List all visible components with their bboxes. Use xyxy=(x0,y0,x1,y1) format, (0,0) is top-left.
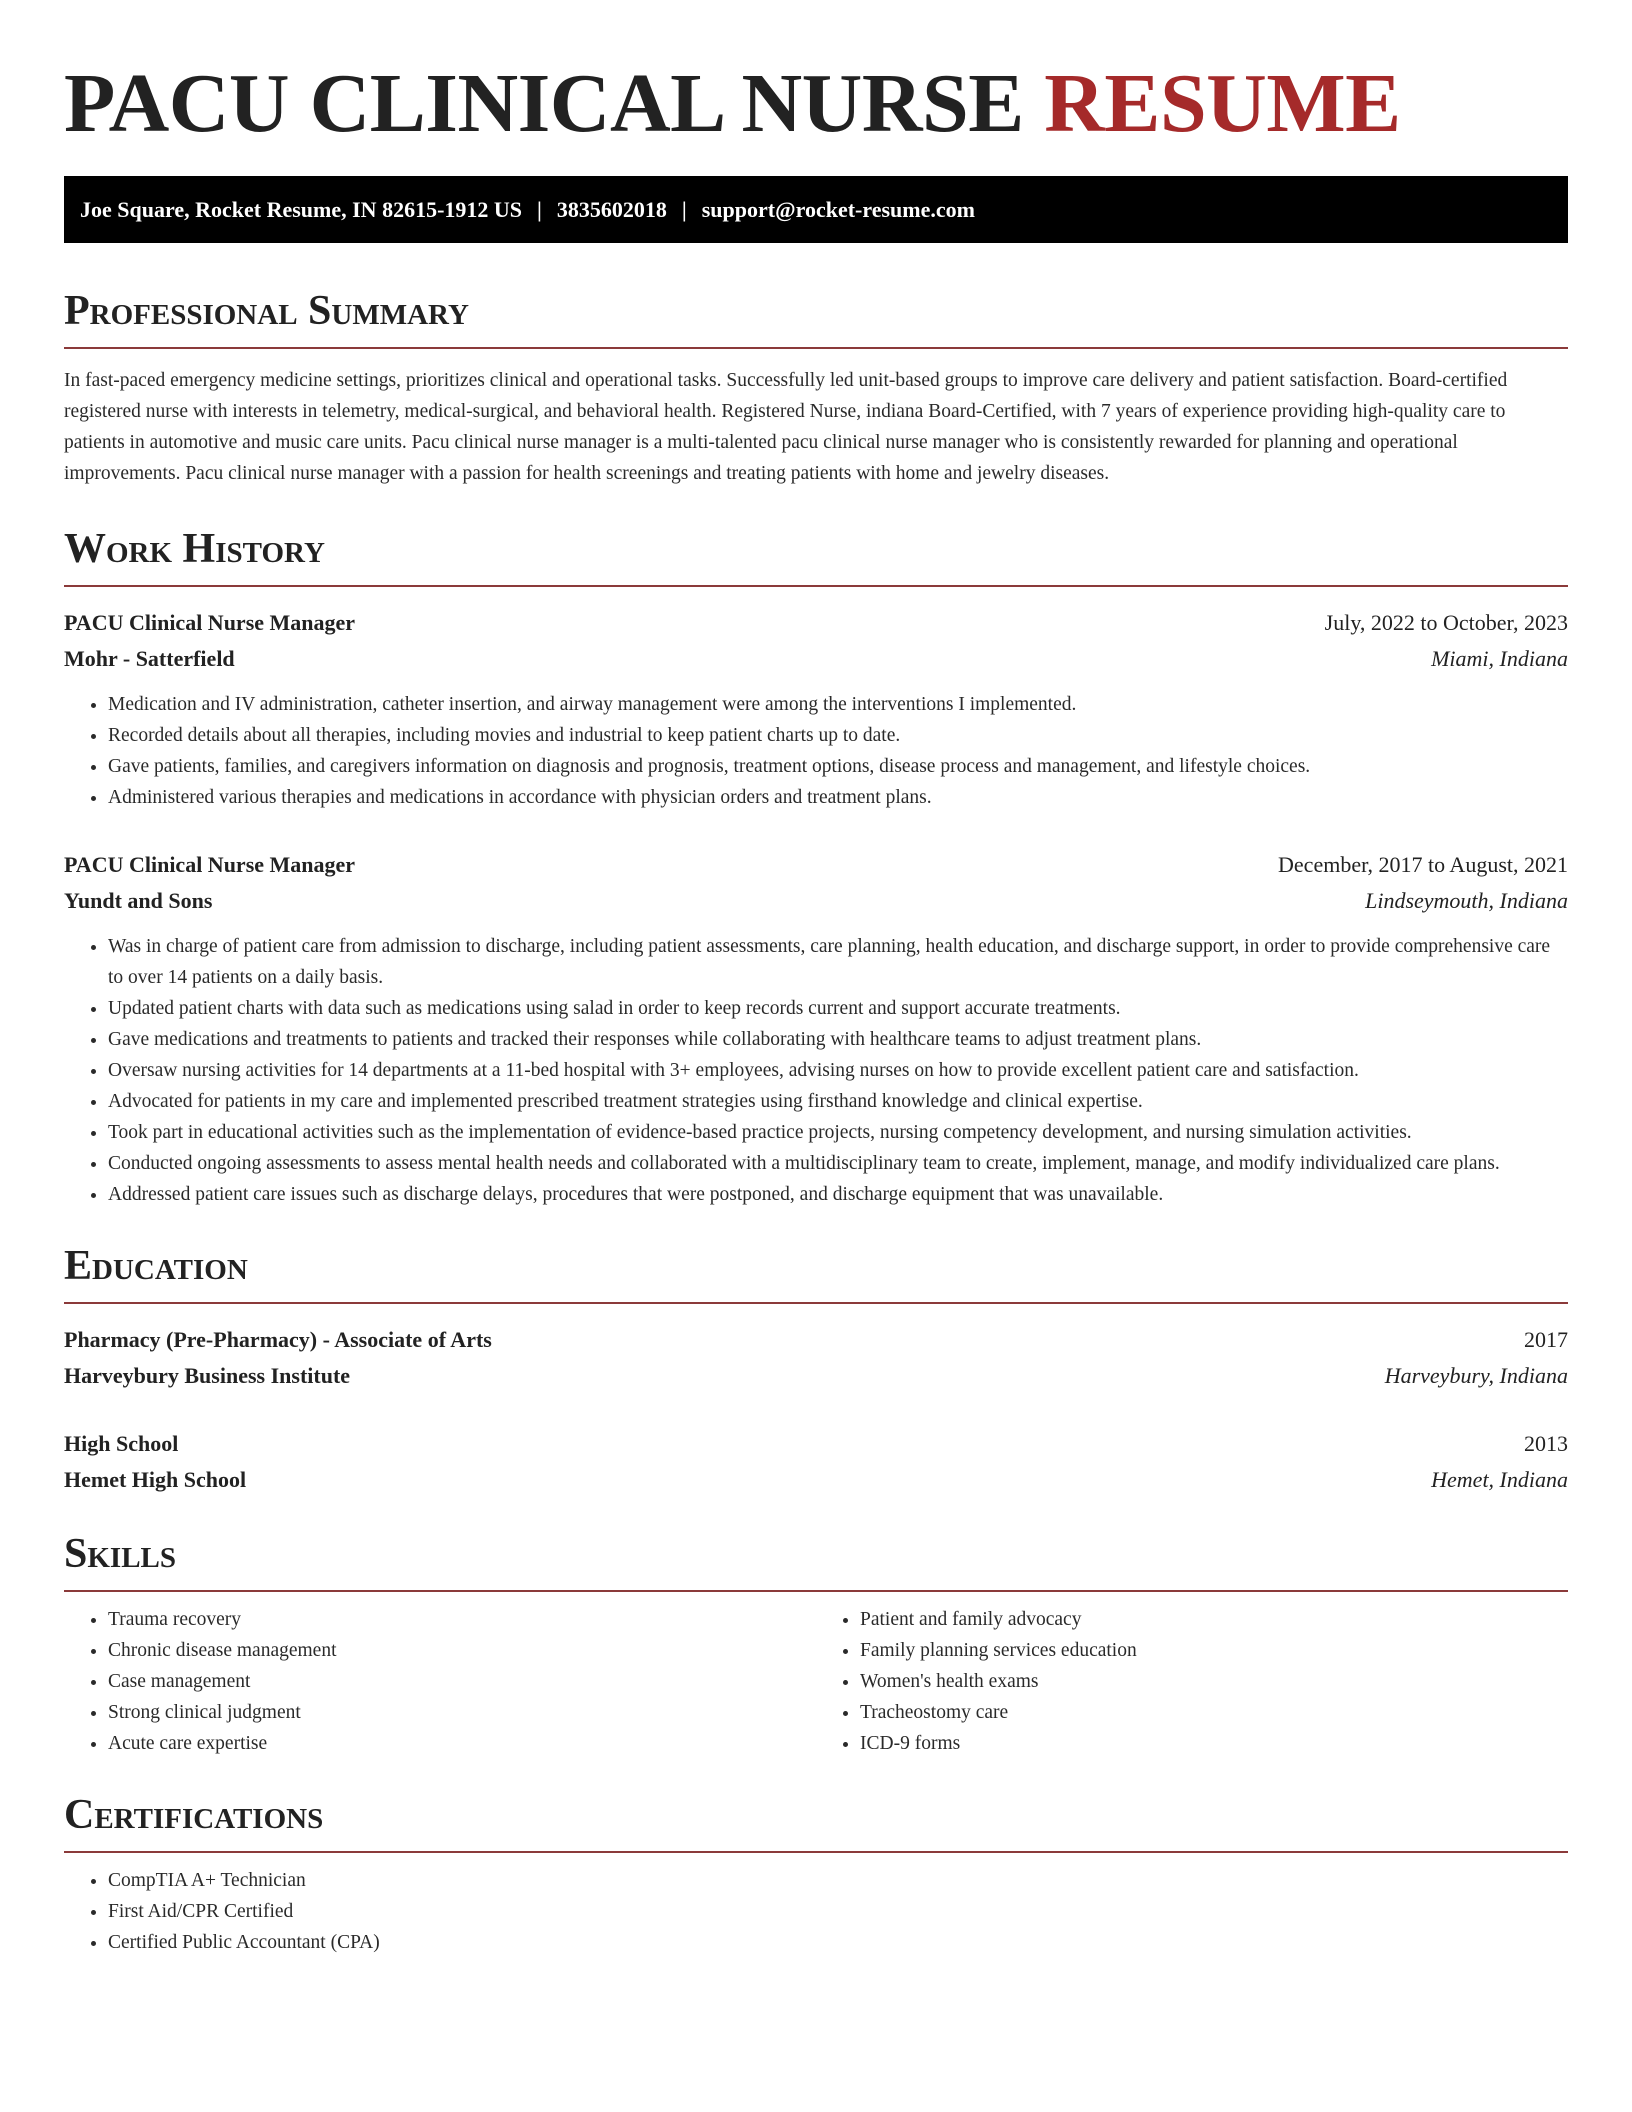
section-heading: Education xyxy=(64,1240,1568,1304)
job-title: PACU Clinical Nurse Manager xyxy=(64,852,356,877)
education-location: Hemet, Indiana xyxy=(1431,1467,1568,1492)
list-item: • Acute care expertise xyxy=(108,1728,816,1759)
list-item: • Gave medications and treatments to patients and tracked their responses while collaborating with healthcare teams to adjust treatment plans. xyxy=(108,1024,1568,1055)
list-item: • Updated patient charts with data such as medications using salad in order to keep records current and support accurate treatments. xyxy=(108,993,1568,1024)
job-company-row xyxy=(64,883,1568,919)
job-entry xyxy=(64,847,1568,1210)
education-entry xyxy=(64,1426,1568,1498)
education-location: Harveybury, Indiana xyxy=(1384,1363,1568,1388)
education-header-row xyxy=(64,1322,1568,1358)
job-company: Mohr - Satterfield xyxy=(64,646,235,671)
section-heading: Certifications xyxy=(64,1789,1568,1853)
title-accent: RESUME xyxy=(1044,57,1401,150)
title-main: PACU CLINICAL NURSE xyxy=(64,57,1024,150)
job-header-row xyxy=(64,847,1568,883)
list-item: • First Aid/CPR Certified xyxy=(108,1896,1568,1927)
list-item: • Administered various therapies and medications in accordance with physician orders and treatment plans. xyxy=(108,782,1568,813)
job-bullets xyxy=(64,689,1568,813)
list-item: • CompTIA A+ Technician xyxy=(108,1865,1568,1896)
education-header-row xyxy=(64,1426,1568,1462)
list-item: • Conducted ongoing assessments to assess mental health needs and collaborated with a multidisciplinary team to create, implement, manage, and modify individualized care plans. xyxy=(108,1148,1568,1179)
resume-title xyxy=(64,56,1568,152)
list-item: • Advocated for patients in my care and implemented prescribed treatment strategies using firsthand knowledge and clinical expertise. xyxy=(108,1086,1568,1117)
list-item: • Took part in educational activities such as the implementation of evidence-based practice projects, nursing competency development, and nursing simulation activities. xyxy=(108,1117,1568,1148)
education-school: Hemet High School xyxy=(64,1467,247,1492)
list-item: • Strong clinical judgment xyxy=(108,1697,816,1728)
skills-section xyxy=(64,1528,1568,1759)
list-item: • Patient and family advocacy xyxy=(860,1604,1568,1635)
list-item: • Recorded details about all therapies, including movies and industrial to keep patient charts up to date. xyxy=(108,720,1568,751)
list-item: • Chronic disease management xyxy=(108,1635,816,1666)
education-section xyxy=(64,1240,1568,1498)
job-company-row xyxy=(64,641,1568,677)
skills-list-left xyxy=(64,1604,816,1759)
list-item: • Women's health exams xyxy=(860,1666,1568,1697)
job-company: Yundt and Sons xyxy=(64,888,213,913)
list-item: • Oversaw nursing activities for 14 departments at a 11-bed hospital with 3+ employees, advising nurses on how to provide excellent patient care and satisfaction. xyxy=(108,1055,1568,1086)
skills-list-right xyxy=(816,1604,1568,1759)
education-entry xyxy=(64,1322,1568,1394)
list-item: • Addressed patient care issues such as discharge delays, procedures that were postponed, and discharge equipment that was unavailable. xyxy=(108,1179,1568,1210)
summary-text: In fast-paced emergency medicine settings, prioritizes clinical and operational tasks. Successfully led unit-based groups to improve care delivery and patient satisfaction. Board-certified registered nurse with interests in telemetry, medical-surgical, and behavioral health. Registered Nurse, indiana Board-Certified, with 7 years of experience providing high-quality care to patients in automotive and music care units. Pacu clinical nurse manager is a multi-talented pacu clinical nurse manager who is consistently rewarded for planning and operational improvements. Pacu clinical nurse manager with a passion for health screenings and treating patients with home and jewelry diseases. xyxy=(64,370,1508,484)
section-heading: Skills xyxy=(64,1528,1568,1592)
contact-bar xyxy=(64,176,1568,243)
skills-columns xyxy=(64,1604,1568,1759)
education-year: 2013 xyxy=(1524,1431,1568,1456)
list-item: • Was in charge of patient care from admission to discharge, including patient assessments, care planning, health education, and discharge support, in order to provide comprehensive care to over 14 patients on a daily basis. xyxy=(108,931,1568,993)
list-item: • Trauma recovery xyxy=(108,1604,816,1635)
job-entry xyxy=(64,605,1568,813)
education-school-row xyxy=(64,1462,1568,1498)
job-dates: December, 2017 to August, 2021 xyxy=(1278,852,1568,877)
education-school: Harveybury Business Institute xyxy=(64,1363,351,1388)
certifications-list xyxy=(64,1865,1568,1958)
job-title: PACU Clinical Nurse Manager xyxy=(64,610,356,635)
contact-email[interactable]: support@rocket-resume.com xyxy=(701,196,975,222)
education-school-row xyxy=(64,1358,1568,1394)
education-year: 2017 xyxy=(1524,1327,1568,1352)
list-item: • Medication and IV administration, catheter insertion, and airway management were among the interventions I implemented. xyxy=(108,689,1568,720)
job-header-row xyxy=(64,605,1568,641)
education-degree: Pharmacy (Pre-Pharmacy) - Associate of Arts xyxy=(64,1327,492,1352)
list-item: • Gave patients, families, and caregivers information on diagnosis and prognosis, treatment options, disease process and management, and lifestyle choices. xyxy=(108,751,1568,782)
job-location: Miami, Indiana xyxy=(1431,646,1568,671)
list-item: • Certified Public Accountant (CPA) xyxy=(108,1927,1568,1958)
job-location: Lindseymouth, Indiana xyxy=(1365,888,1568,913)
contact-address: Joe Square, Rocket Resume, IN 82615-1912 US xyxy=(80,196,523,222)
summary-section xyxy=(64,285,1568,489)
section-heading: Work History xyxy=(64,523,1568,587)
list-item: • Case management xyxy=(108,1666,816,1697)
list-item: • Tracheostomy care xyxy=(860,1697,1568,1728)
contact-separator: | xyxy=(537,196,542,222)
contact-phone: 3835602018 xyxy=(556,196,667,222)
section-heading: Professional Summary xyxy=(64,285,1568,349)
list-item: • Family planning services education xyxy=(860,1635,1568,1666)
certifications-section xyxy=(64,1789,1568,1958)
contact-separator: | xyxy=(681,196,687,222)
job-dates: July, 2022 to October, 2023 xyxy=(1324,610,1568,635)
job-bullets xyxy=(64,931,1568,1210)
work-history-section xyxy=(64,523,1568,1210)
list-item: • ICD-9 forms xyxy=(860,1728,1568,1759)
education-degree: High School xyxy=(64,1431,179,1456)
